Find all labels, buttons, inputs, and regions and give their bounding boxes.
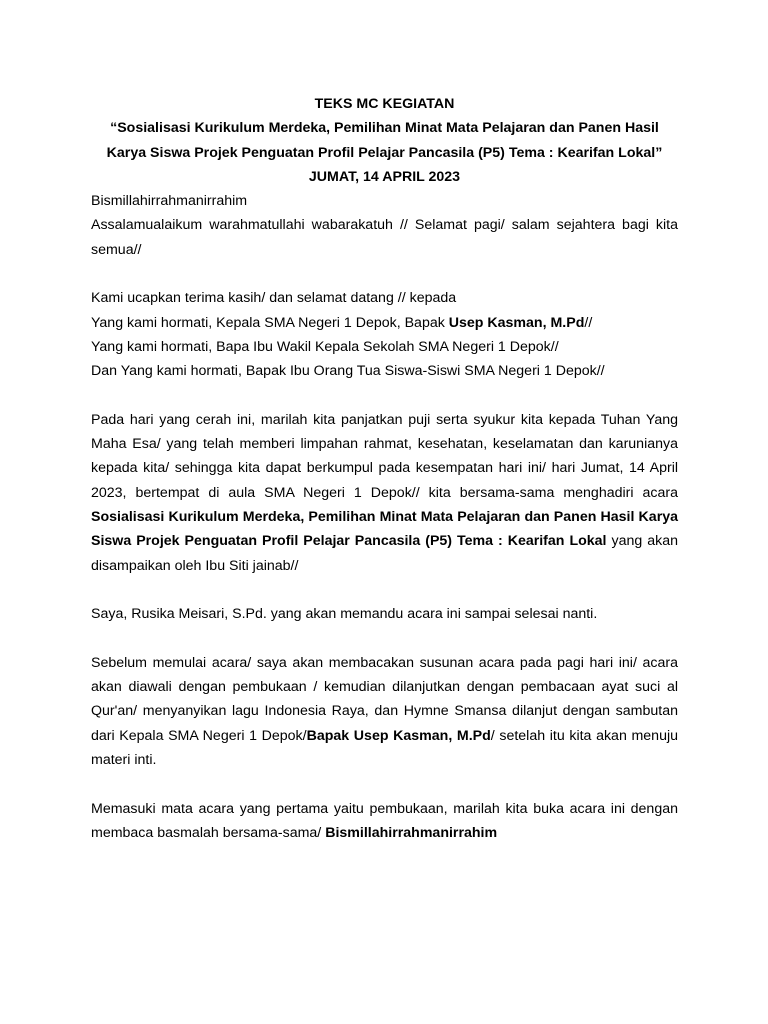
paragraph-gap [91,262,678,286]
event-title: “Sosialisasi Kurikulum Merdeka, Pemilihan Minat Mata Pelajaran dan Panen Hasil Karya Siswa Projek Penguatan Profil Pelajar Pancasila (P5) Tema : Kearifan Lokal” [106,120,663,161]
greeting-vice-principals: Yang kami hormati, Bapa Ibu Wakil Kepala Sekolah SMA Negeri 1 Depok// [91,338,559,355]
greeting-parents: Dan Yang kami hormati, Bapak Ibu Orang Tua Siswa-Siswi SMA Negeri 1 Depok// [91,363,605,380]
paragraph-gap [91,384,678,408]
agenda-text: Sebelum memulai acara/ saya akan membacakan susunan acara pada pagi hari ini/ acara akan diawali dengan pembukaan / kemudian dilanjutkan dengan pembacaan ayat suci al Qur'an/ menyanyikan lagu Indonesia Raya, dan Hymne Smansa dilanjut dengan sambutan dari Kepala SMA Negeri 1 Depok/ [91,654,678,744]
agenda-paragraph [91,651,678,772]
greeting-intro: Kami ucapkan terima kasih/ dan selamat datang // kepada [91,290,457,307]
first-item-text: Memasuki mata acara yang pertama yaitu pembukaan, marilah kita buka acara ini dengan membaca basmalah bersama-sama/ [91,800,678,841]
greeting-principal [91,311,678,335]
paragraph-gap [91,578,678,602]
first-item-basmalah: Bismillahirrahmanirrahim [325,824,498,841]
agenda-text-end: / setelah itu kita akan menuju materi inti. [91,727,678,769]
event-date: JUMAT, 14 APRIL 2023 [308,168,461,185]
opening-salam: Assalamualaikum warahmatullahi wabarakatuh // Selamat pagi/ salam sejahtera bagi kita semua// [91,217,678,258]
agenda-principal-name: Bapak Usep Kasman, M.Pd [306,727,491,744]
document-page [91,92,678,845]
mc-introduction: Saya, Rusika Meisari, S.Pd. yang akan memandu acara ini sampai selesai nanti. [91,606,598,623]
paragraph-gap [91,772,678,796]
principal-name: Usep Kasman, M.Pd [448,314,585,331]
greeting-principal-suffix: // [584,314,593,331]
gratitude-speaker: yang akan disampaikan oleh Ibu Siti jainab// [91,533,678,574]
gratitude-text: Pada hari yang cerah ini, marilah kita panjatkan puji serta syukur kita kepada Tuhan Yang Maha Esa/ yang telah memberi limpahan rahmat, kesehatan, keselamatan dan karunianya kepada kita/ sehingga kita dapat berkumpul pada kesempatan hari ini/ hari Jumat, 14 April 2023, bertempat di aula SMA Negeri 1 Depok// kita bersama-sama menghadiri acara [91,411,678,501]
opening-basmalah: Bismillahirrahmanirrahim [91,193,248,210]
gratitude-paragraph [91,408,678,578]
greeting-principal-prefix: Yang kami hormati, Kepala SMA Negeri 1 Depok, Bapak [91,314,449,331]
gratitude-event-name: Sosialisasi Kurikulum Merdeka, Pemilihan Minat Mata Pelajaran dan Panen Hasil Karya Siswa Projek Penguatan Profil Pelajar Pancasila (P5) Tema : Kearifan Lokal [91,509,678,550]
document-heading: TEKS MC KEGIATAN [314,96,455,112]
paragraph-gap [91,627,678,651]
first-item-paragraph [91,797,678,846]
